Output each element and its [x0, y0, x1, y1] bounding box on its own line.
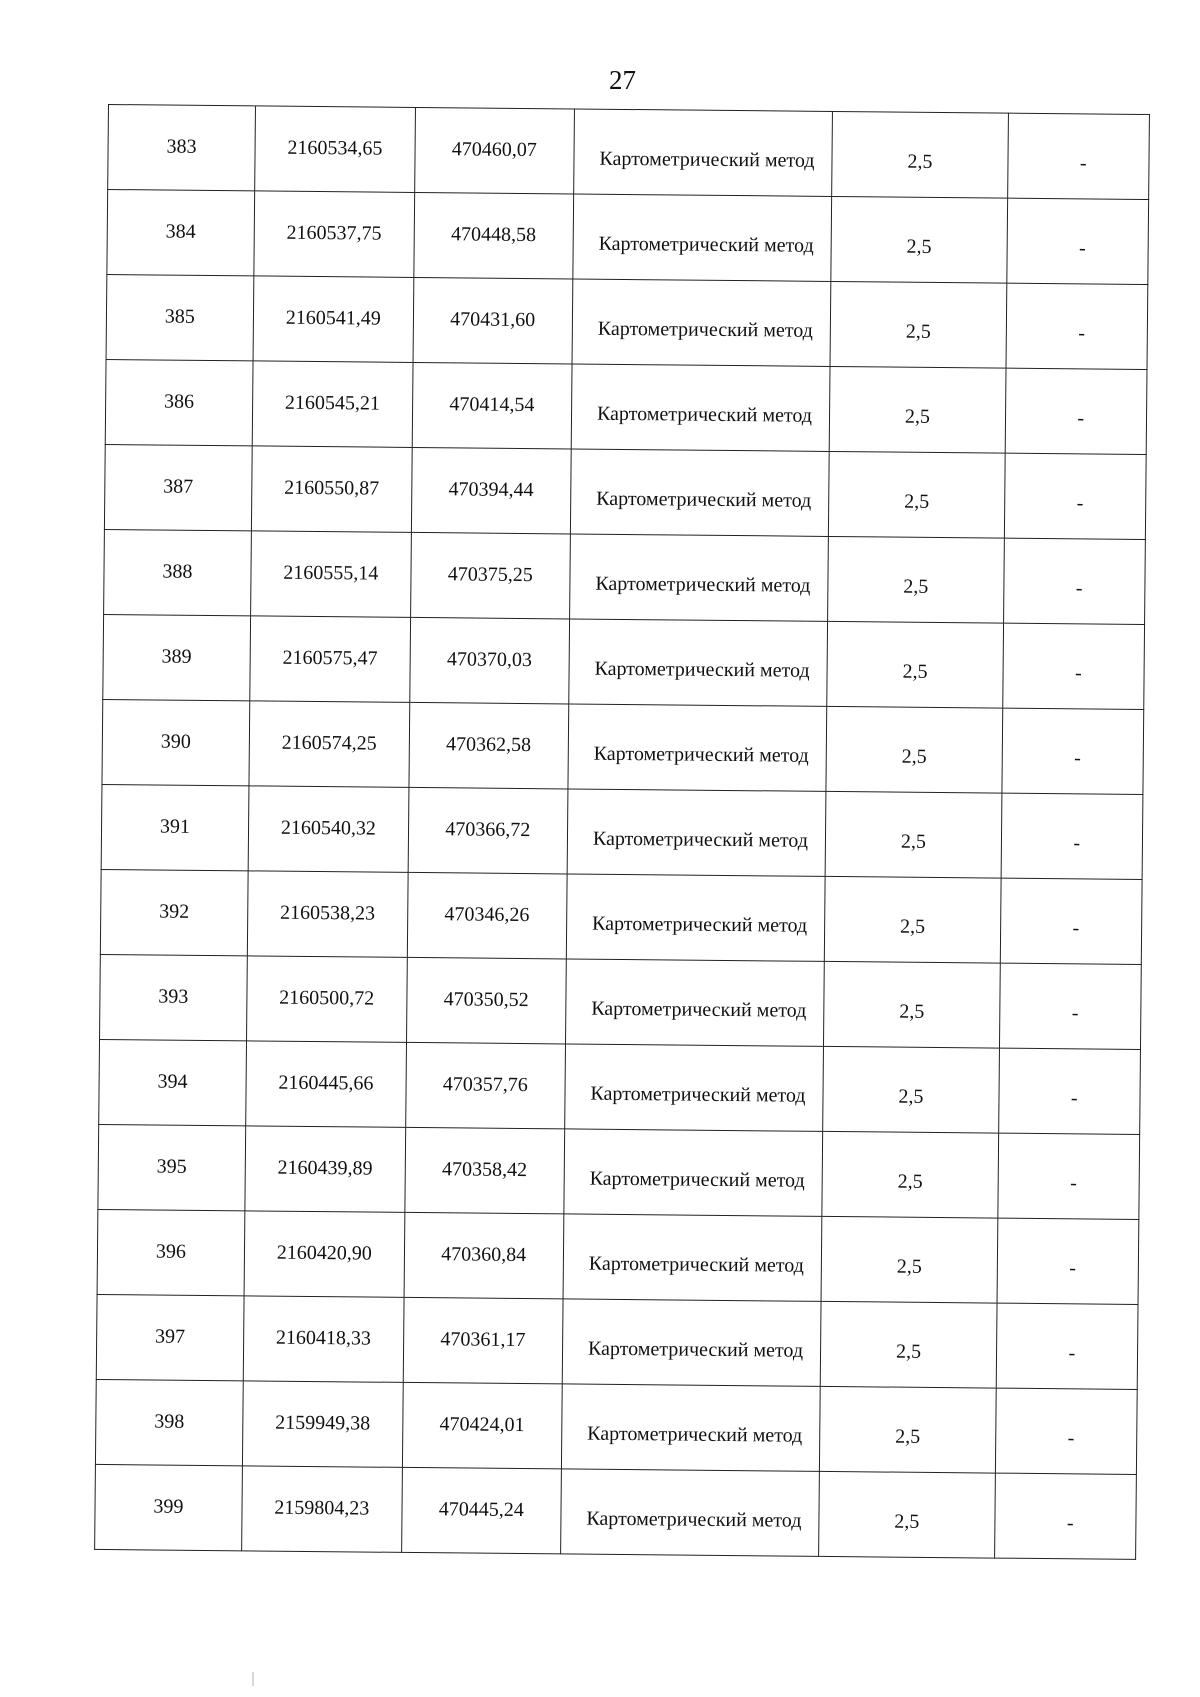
note-cell: [994, 1473, 1136, 1559]
accuracy-cell-text: 2,5: [904, 490, 930, 513]
note-cell-text: -: [1068, 1342, 1076, 1365]
method-cell-text: Картометрический метод: [587, 1337, 804, 1362]
y-coordinate-cell: [406, 1042, 566, 1129]
table-row: [104, 529, 1146, 624]
table-row: [103, 614, 1145, 709]
note-cell: [995, 1388, 1137, 1474]
point-number-cell-text: 385: [164, 305, 195, 328]
x-coordinate-cell-text: 2160500,72: [279, 986, 375, 1010]
note-cell: [1003, 538, 1145, 624]
method-cell: [568, 704, 827, 791]
note-cell: [1001, 793, 1143, 879]
y-coordinate-cell-text: 470358,42: [441, 1158, 528, 1182]
accuracy-cell-text: 2,5: [904, 405, 931, 428]
point-number-cell-text: 394: [157, 1070, 188, 1093]
method-cell: [572, 279, 831, 366]
method-cell-text: Картометрический метод: [599, 147, 815, 172]
point-number-cell: [100, 869, 248, 955]
note-cell: [1000, 878, 1142, 964]
x-coordinate-cell: [251, 446, 412, 533]
table-row: [107, 190, 1149, 285]
note-cell-text: -: [1077, 407, 1085, 430]
note-cell-text: -: [1073, 832, 1081, 855]
accuracy-cell-text: 2,5: [905, 320, 931, 343]
accuracy-cell-text: 2,5: [902, 660, 928, 683]
accuracy-cell: [823, 1046, 999, 1133]
accuracy-cell: [822, 1131, 998, 1218]
method-cell: [566, 874, 825, 961]
point-number-cell-text: 388: [162, 560, 193, 583]
point-number-cell: [99, 1039, 247, 1125]
x-coordinate-cell: [248, 786, 409, 873]
accuracy-cell: [824, 961, 1000, 1048]
table-row: [105, 359, 1147, 454]
y-coordinate-cell: [412, 362, 572, 449]
accuracy-cell-text: 2,5: [897, 1170, 923, 1193]
x-coordinate-cell: [241, 1466, 402, 1553]
method-cell: [564, 1044, 823, 1131]
point-number-cell: [104, 529, 252, 615]
table-row: [98, 1124, 1140, 1219]
table-row: [101, 784, 1143, 879]
accuracy-cell-text: 2,5: [901, 745, 927, 768]
coordinates-sheet: [94, 104, 1150, 1560]
point-number-cell-text: 392: [159, 900, 190, 923]
table-row: [97, 1209, 1139, 1304]
x-coordinate-cell: [253, 276, 414, 363]
y-coordinate-cell: [404, 1212, 564, 1299]
x-coordinate-cell-text: 2160545,21: [284, 391, 381, 415]
note-cell-text: -: [1066, 1512, 1074, 1535]
note-cell: [996, 1303, 1138, 1389]
point-number-cell-text: 398: [154, 1410, 185, 1433]
point-number-cell-text: 393: [158, 985, 189, 1008]
y-coordinate-cell-text: 470350,52: [443, 988, 529, 1012]
method-cell: [560, 1469, 819, 1556]
accuracy-cell: [829, 451, 1005, 538]
y-coordinate-cell: [409, 702, 569, 789]
note-cell-text: -: [1071, 1002, 1079, 1025]
method-cell: [573, 109, 832, 196]
x-coordinate-cell: [250, 531, 411, 618]
y-coordinate-cell-text: 470375,25: [447, 563, 533, 587]
accuracy-cell: [820, 1386, 996, 1473]
accuracy-cell-text: 2,5: [895, 1425, 921, 1448]
x-coordinate-cell-text: 2160574,25: [281, 731, 377, 755]
table-row: [102, 699, 1144, 794]
y-coordinate-cell: [401, 1467, 561, 1554]
method-cell-text: Картометрический метод: [596, 402, 813, 427]
point-number-cell: [98, 1124, 246, 1210]
accuracy-cell: [831, 196, 1007, 283]
table-row: [100, 954, 1142, 1049]
x-coordinate-cell-text: 2159804,23: [274, 1496, 370, 1520]
method-cell: [564, 1129, 823, 1216]
y-coordinate-cell: [403, 1297, 563, 1384]
x-coordinate-cell-text: 2159949,38: [275, 1411, 371, 1435]
point-number-cell: [97, 1209, 245, 1295]
x-coordinate-cell: [254, 191, 415, 278]
x-coordinate-cell-text: 2160555,14: [283, 561, 379, 585]
method-cell: [573, 194, 832, 281]
note-cell: [998, 1048, 1140, 1134]
note-cell: [1007, 113, 1149, 199]
y-coordinate-cell-text: 470424,01: [439, 1413, 525, 1437]
note-cell-text: -: [1074, 747, 1081, 770]
y-coordinate-cell-text: 470431,60: [450, 308, 536, 332]
x-coordinate-cell-text: 2160550,87: [284, 476, 380, 500]
accuracy-cell: [830, 281, 1006, 368]
accuracy-cell: [821, 1216, 997, 1303]
point-number-cell-text: 383: [166, 135, 197, 158]
note-cell: [997, 1218, 1139, 1304]
page-number: 27: [609, 65, 636, 95]
y-coordinate-cell: [405, 1127, 565, 1214]
method-cell-text: Картометрический метод: [594, 657, 810, 682]
x-coordinate-cell: [247, 871, 408, 958]
note-cell-text: -: [1070, 1172, 1077, 1195]
method-cell-text: Картометрический метод: [586, 1507, 802, 1532]
y-coordinate-cell-text: 470370,03: [446, 648, 533, 672]
note-cell-text: -: [1074, 662, 1082, 685]
y-coordinate-cell: [402, 1382, 562, 1469]
point-number-cell-text: 386: [163, 390, 195, 413]
point-number-cell: [107, 190, 255, 276]
table-row: [95, 1464, 1137, 1559]
point-number-cell-text: 384: [165, 220, 196, 243]
point-number-cell-text: 396: [155, 1240, 186, 1263]
y-coordinate-cell: [408, 787, 568, 874]
y-coordinate-cell: [414, 192, 574, 279]
accuracy-cell-text: 2,5: [898, 1085, 924, 1108]
note-cell-text: -: [1075, 577, 1083, 600]
accuracy-cell-text: 2,5: [907, 150, 933, 173]
accuracy-cell-text: 2,5: [899, 915, 926, 938]
note-cell: [1004, 453, 1146, 539]
method-cell-text: Картометрический метод: [598, 232, 814, 257]
method-cell-text: Картометрический метод: [597, 317, 813, 342]
x-coordinate-cell-text: 2160538,23: [279, 901, 376, 925]
x-coordinate-cell-text: 2160439,89: [277, 1156, 373, 1180]
accuracy-cell-text: 2,5: [895, 1340, 922, 1363]
y-coordinate-cell-text: 470361,17: [440, 1328, 526, 1352]
x-coordinate-cell: [249, 701, 410, 788]
y-coordinate-cell-text: 470448,58: [450, 223, 537, 247]
point-number-cell: [95, 1379, 243, 1465]
point-number-cell: [104, 444, 252, 530]
note-cell-text: -: [1079, 237, 1086, 260]
note-cell-text: -: [1079, 152, 1087, 175]
coordinates-table-body: [95, 105, 1150, 1560]
point-number-cell: [96, 1294, 244, 1380]
method-cell: [570, 449, 829, 536]
method-cell-text: Картометрический метод: [596, 487, 812, 512]
point-number-cell: [108, 105, 256, 191]
point-number-cell-text: 399: [153, 1495, 184, 1518]
accuracy-cell: [819, 1471, 995, 1558]
x-coordinate-cell: [250, 616, 411, 703]
method-cell-text: Картометрический метод: [590, 1082, 806, 1107]
point-number-cell: [105, 359, 253, 445]
x-coordinate-cell-text: 2160575,47: [282, 646, 378, 670]
y-coordinate-cell-text: 470414,54: [449, 393, 535, 417]
point-number-cell-text: 395: [156, 1155, 187, 1178]
note-cell: [1005, 368, 1147, 454]
method-cell-text: Картометрический метод: [587, 1422, 803, 1447]
x-coordinate-cell: [242, 1381, 403, 1468]
note-cell-text: -: [1072, 917, 1080, 940]
point-number-cell-text: 387: [163, 475, 194, 498]
x-coordinate-cell: [243, 1296, 404, 1383]
accuracy-cell: [825, 876, 1001, 963]
point-number-cell-text: 389: [161, 645, 192, 668]
point-number-cell: [102, 699, 250, 785]
y-coordinate-cell: [411, 447, 571, 534]
x-coordinate-cell-text: 2160445,66: [278, 1071, 374, 1095]
accuracy-cell-text: 2,5: [899, 1000, 925, 1023]
x-coordinate-cell-text: 2160418,33: [275, 1326, 372, 1350]
accuracy-cell-text: 2,5: [906, 235, 932, 258]
x-coordinate-cell-text: 2160540,32: [280, 816, 376, 840]
y-coordinate-cell-text: 470460,07: [451, 138, 537, 162]
y-coordinate-cell-text: 470445,24: [438, 1498, 524, 1522]
note-cell-text: -: [1070, 1087, 1078, 1110]
point-number-cell-text: 391: [159, 815, 191, 838]
point-number-cell: [101, 784, 249, 870]
note-cell: [1006, 198, 1148, 284]
x-coordinate-cell-text: 2160537,75: [286, 221, 382, 245]
method-cell-text: Картометрический метод: [592, 827, 809, 852]
table-row: [108, 105, 1150, 200]
note-cell: [1002, 708, 1144, 794]
x-coordinate-cell-text: 2160541,49: [285, 306, 381, 330]
method-cell: [567, 789, 826, 876]
scan-artifact: [252, 1672, 254, 1686]
accuracy-cell-text: 2,5: [903, 575, 929, 598]
method-cell: [571, 364, 830, 451]
accuracy-cell: [832, 111, 1008, 198]
table-row: [96, 1294, 1138, 1389]
method-cell-text: Картометрический метод: [595, 572, 811, 597]
point-number-cell-text: 397: [154, 1325, 186, 1348]
note-cell: [1002, 623, 1144, 709]
x-coordinate-cell: [246, 1041, 407, 1128]
method-cell-text: Картометрический метод: [591, 997, 807, 1022]
y-coordinate-cell-text: 470360,84: [441, 1243, 527, 1267]
method-cell-text: Картометрический метод: [588, 1252, 805, 1277]
accuracy-cell-text: 2,5: [900, 830, 926, 853]
y-coordinate-cell-text: 470362,58: [446, 733, 532, 757]
y-coordinate-cell-text: 470394,44: [448, 478, 534, 502]
note-cell: [1006, 283, 1148, 369]
method-cell: [565, 959, 824, 1046]
method-cell: [563, 1214, 822, 1301]
table-row: [104, 444, 1146, 539]
table-row: [100, 869, 1142, 964]
x-coordinate-cell: [252, 361, 413, 448]
y-coordinate-cell-text: 470366,72: [445, 818, 531, 842]
method-cell-text: Картометрический метод: [589, 1167, 805, 1192]
y-coordinate-cell-text: 470346,26: [444, 903, 530, 927]
accuracy-cell: [829, 366, 1005, 453]
table-row: [106, 274, 1148, 369]
y-coordinate-cell-text: 470357,76: [442, 1073, 528, 1097]
method-cell: [562, 1299, 821, 1386]
accuracy-cell: [821, 1301, 997, 1388]
y-coordinate-cell: [410, 617, 570, 704]
accuracy-cell: [828, 536, 1004, 623]
note-cell: [999, 963, 1141, 1049]
y-coordinate-cell: [414, 107, 574, 194]
point-number-cell: [95, 1464, 243, 1550]
note-cell-text: -: [1067, 1427, 1075, 1450]
coordinates-table: [94, 104, 1150, 1560]
accuracy-cell: [827, 621, 1003, 708]
method-cell: [569, 534, 828, 621]
x-coordinate-cell: [255, 106, 416, 193]
y-coordinate-cell: [410, 532, 570, 619]
y-coordinate-cell: [406, 957, 566, 1044]
method-cell-text: Картометрический метод: [593, 742, 809, 767]
point-number-cell: [106, 274, 254, 360]
method-cell: [561, 1384, 820, 1471]
accuracy-cell-text: 2,5: [896, 1255, 922, 1278]
x-coordinate-cell: [245, 1126, 406, 1213]
y-coordinate-cell: [407, 872, 567, 959]
note-cell-text: -: [1069, 1257, 1077, 1280]
point-number-cell-text: 390: [160, 730, 191, 753]
x-coordinate-cell: [244, 1211, 405, 1298]
method-cell-text: Картометрический метод: [592, 912, 808, 937]
x-coordinate-cell-text: 2160420,90: [276, 1241, 372, 1265]
accuracy-cell: [825, 791, 1001, 878]
point-number-cell: [100, 954, 248, 1040]
point-number-cell: [103, 614, 251, 700]
y-coordinate-cell: [413, 277, 573, 364]
note-cell-text: -: [1078, 322, 1086, 345]
accuracy-cell-text: 2,5: [894, 1510, 920, 1533]
table-row: [99, 1039, 1141, 1134]
note-cell-text: -: [1076, 492, 1084, 515]
note-cell: [997, 1133, 1139, 1219]
method-cell: [568, 619, 827, 706]
x-coordinate-cell-text: 2160534,65: [287, 136, 383, 160]
accuracy-cell: [826, 706, 1002, 793]
x-coordinate-cell: [246, 956, 407, 1043]
table-row: [95, 1379, 1137, 1474]
